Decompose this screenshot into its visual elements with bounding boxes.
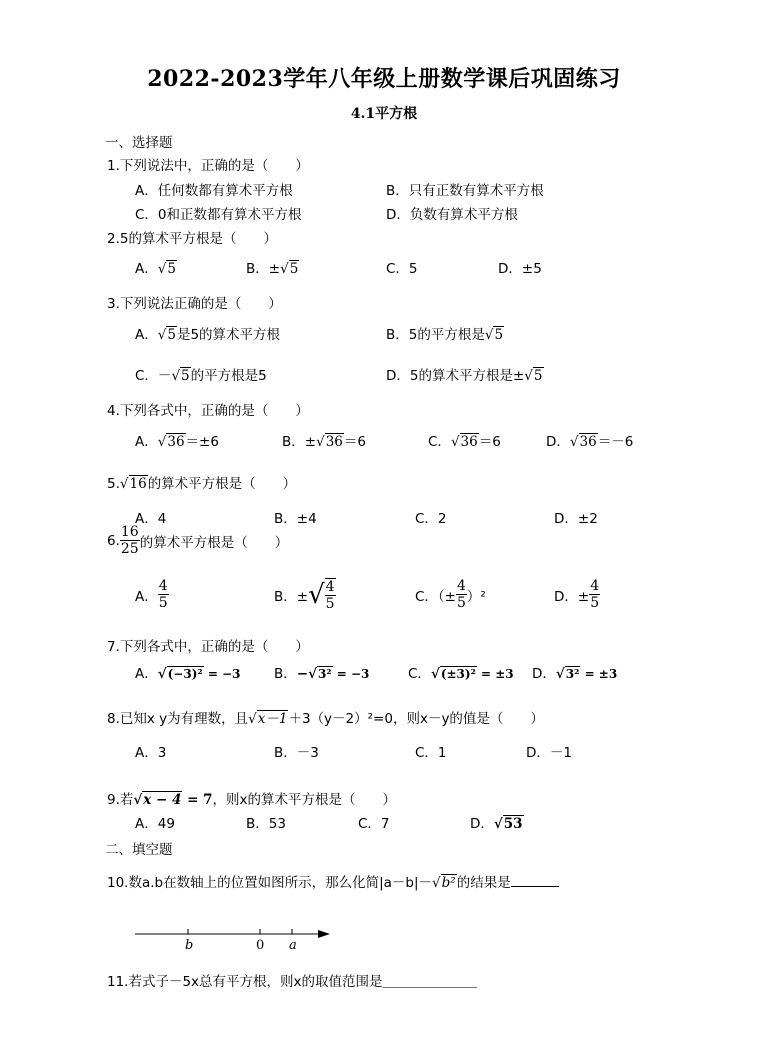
question-6-stem: 6. $\frac{16}{25}$ 的算术平方根是（ ）	[107, 524, 289, 557]
question-5-option-a: A．4	[135, 511, 167, 527]
question-2-option-b: B．±√5	[246, 261, 299, 277]
question-6-option-a: A． $\frac{4}{5}$	[135, 578, 168, 611]
fraction: $\frac{16}{25}$	[120, 524, 139, 557]
section-heading-choice: 一、选择题	[105, 135, 173, 151]
question-9-option-a: A．49	[135, 816, 175, 832]
question-4-stem: 4.下列各式中，正确的是（ ）	[107, 403, 309, 419]
question-7-stem: 7.下列各式中，正确的是（ ）	[107, 639, 309, 655]
question-1-option-b: B．只有正数有算术平方根	[386, 183, 544, 199]
question-7-option-c: C．√(±3)² = ±3	[408, 666, 514, 682]
question-5-option-b: B．±4	[274, 511, 317, 527]
question-4-option-a: A．√36＝±6	[135, 434, 219, 450]
question-5-stem: 5.√16的算术平方根是（ ）	[107, 476, 297, 492]
number-line	[130, 922, 340, 956]
question-3-stem: 3.下列说法正确的是（ ）	[107, 296, 282, 312]
question-3-option-b: B．5的平方根是√5	[386, 327, 504, 343]
question-4-option-d: D．√36＝－6	[546, 434, 634, 450]
page-subtitle: 4.1平方根	[350, 106, 418, 122]
answer-blank[interactable]	[511, 872, 559, 887]
question-2-stem: 2.5的算术平方根是（ ）	[107, 231, 277, 247]
question-7-option-b: B．−√3² = −3	[274, 666, 370, 682]
question-7-option-d: D．√3² = ±3	[532, 666, 618, 682]
section-heading-fill: 二、填空题	[105, 842, 173, 858]
question-4-option-c: C．√36＝6	[428, 434, 501, 450]
page-title: 2022-2023学年八年级上册数学课后巩固练习	[147, 66, 621, 92]
question-1-stem: 1.下列说法中，正确的是（ ）	[107, 158, 309, 174]
question-3-option-a: A．√5是5的算术平方根	[135, 327, 281, 343]
question-5-option-c: C．2	[415, 511, 447, 527]
question-10-stem: 10.数a.b在数轴上的位置如图所示，那么化简|a－b|－√b²的结果是	[107, 871, 559, 891]
question-8-option-d: D．－1	[526, 745, 572, 761]
question-6-option-c: C．（± $\frac{4}{5}$ ）²	[415, 578, 486, 611]
label-a: a	[289, 938, 297, 953]
question-2-option-c: C．5	[386, 261, 418, 277]
question-11-stem: 11.若式子－5x总有平方根，则x的取值范围是＿＿＿＿＿＿＿	[107, 974, 478, 990]
question-8-stem: 8.已知x y为有理数，且√x－1＋3（y－2）²=0，则x－y的值是（ ）	[107, 711, 544, 727]
question-1-option-c: C．0和正数都有算术平方根	[135, 207, 302, 223]
question-9-option-b: B．53	[246, 816, 286, 832]
question-9-stem: 9.若√x − 4 = 7，则x的算术平方根是（ ）	[107, 792, 397, 808]
question-8-option-b: B．－3	[274, 745, 319, 761]
question-2-option-a: A．√5	[135, 261, 176, 277]
question-4-option-b: B．±√36＝6	[282, 434, 366, 450]
question-3-option-c: C．－√5的平方根是5	[135, 368, 267, 384]
question-1-option-d: D．负数有算术平方根	[386, 207, 518, 223]
label-b: b	[185, 938, 194, 953]
question-7-option-a: A．√(−3)² = −3	[135, 666, 241, 682]
question-6-option-b: B．± √ $\frac{4}{5}$	[274, 579, 335, 612]
question-8-option-c: C．1	[415, 745, 447, 761]
question-8-option-a: A．3	[135, 745, 167, 761]
question-6-option-d: D．± $\frac{4}{5}$	[554, 578, 600, 611]
question-3-option-d: D．5的算术平方根是±√5	[386, 368, 543, 384]
question-9-option-d: D．√53	[470, 816, 523, 832]
question-5-option-d: D．±2	[554, 511, 598, 527]
number-line-arrow	[318, 930, 330, 938]
label-0: 0	[256, 938, 265, 953]
question-1-option-a: A．任何数都有算术平方根	[135, 183, 293, 199]
question-9-option-c: C．7	[358, 816, 390, 832]
question-2-option-d: D．±5	[498, 261, 542, 277]
